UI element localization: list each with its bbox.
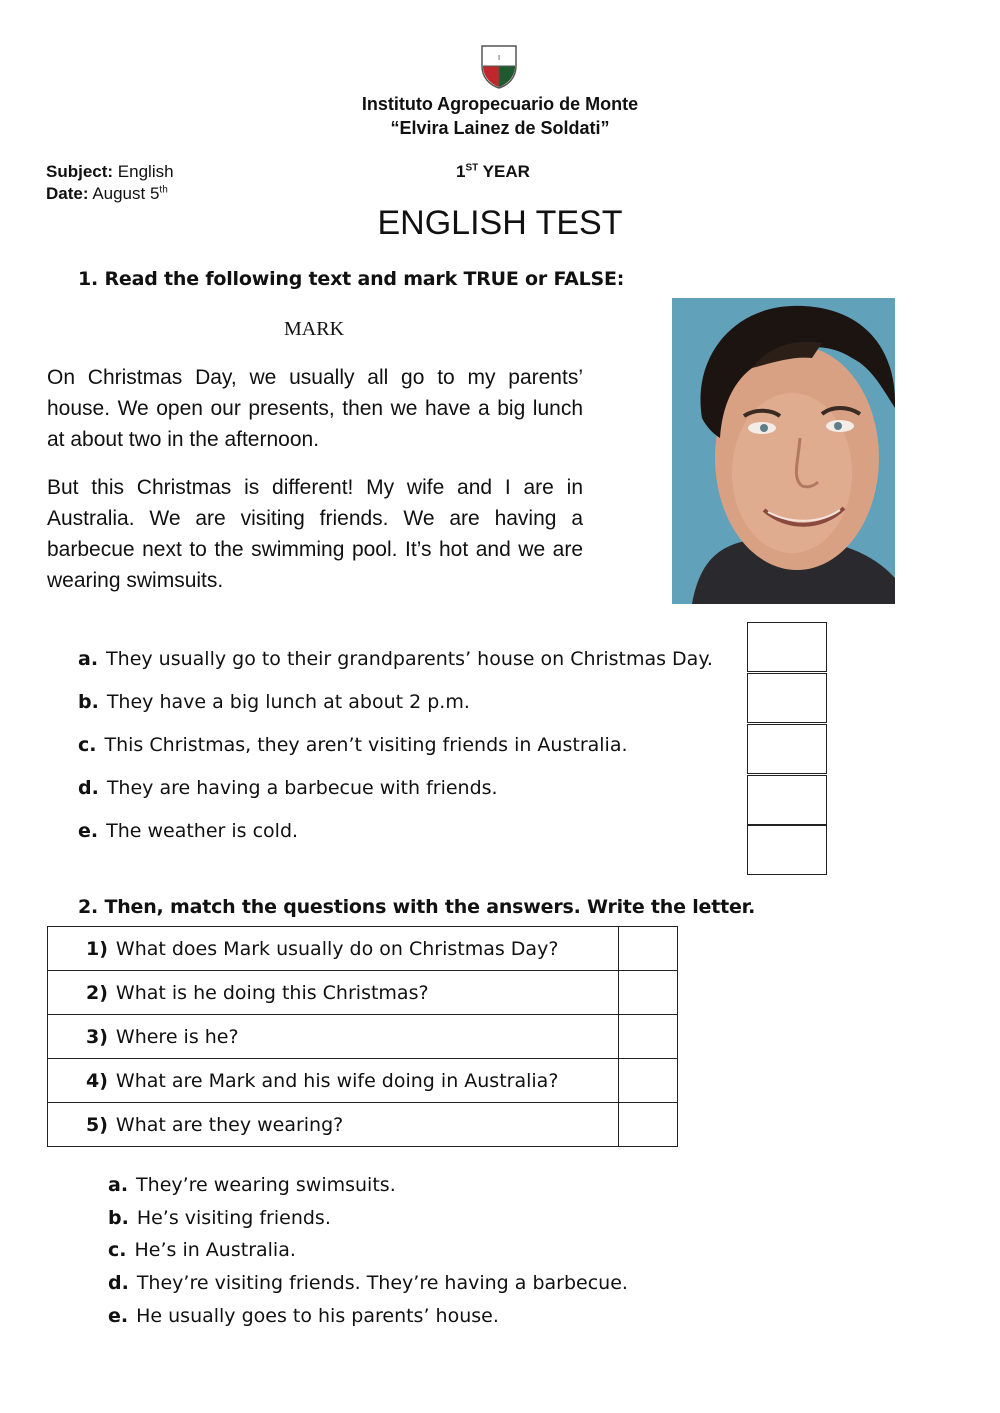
date-suffix: th bbox=[159, 184, 168, 196]
subject-line bbox=[46, 162, 174, 182]
page-title: ENGLISH TEST bbox=[377, 204, 623, 242]
answer-d: d. They’re visiting friends. They’re having a barbecue. bbox=[108, 1272, 628, 1294]
true-false-box-c[interactable] bbox=[747, 724, 827, 774]
school-crest-logo bbox=[480, 44, 518, 90]
year-label: 1ST YEAR bbox=[456, 162, 530, 181]
answer-a: a. They’re wearing swimsuits. bbox=[108, 1174, 396, 1196]
subject-value: English bbox=[117, 162, 174, 181]
reading-title: MARK bbox=[284, 318, 345, 340]
question-cell: 3) Where is he? bbox=[48, 1015, 619, 1059]
statement-b: b. They have a big lunch at about 2 p.m. bbox=[78, 691, 470, 713]
table-row bbox=[48, 927, 678, 971]
question-cell: 1) What does Mark usually do on Christmas Day? bbox=[48, 927, 619, 971]
date-label: Date: bbox=[46, 184, 89, 203]
institution-patron: “Elvira Lainez de Soldati” bbox=[390, 118, 610, 138]
portrait-photo bbox=[672, 298, 895, 604]
matching-table bbox=[47, 926, 678, 1147]
table-row bbox=[48, 1059, 678, 1103]
exercise-1-heading: 1. Read the following text and mark TRUE or FALSE: bbox=[78, 268, 625, 290]
answer-b: b. He’s visiting friends. bbox=[108, 1207, 331, 1229]
answer-letter-cell-4[interactable] bbox=[619, 1059, 678, 1103]
question-cell: 2) What is he doing this Christmas? bbox=[48, 971, 619, 1015]
reading-paragraph-2: But this Christmas is different! My wife and I are in Australia. We are visiting friends. We are having a barbecue next to the swimming pool. It’s hot and we are wearing swimsuits. bbox=[47, 476, 583, 592]
answer-e: e. He usually goes to his parents’ house. bbox=[108, 1305, 499, 1327]
question-cell: 4) What are Mark and his wife doing in Australia? bbox=[48, 1059, 619, 1103]
answer-letter-cell-5[interactable] bbox=[619, 1103, 678, 1147]
true-false-box-e[interactable] bbox=[747, 825, 827, 875]
answer-letter-cell-2[interactable] bbox=[619, 971, 678, 1015]
reading-paragraph-1: On Christmas Day, we usually all go to my parents’ house. We open our presents, then we have a big lunch at about two in the afternoon. bbox=[47, 366, 583, 451]
statement-a: a. They usually go to their grandparents’ house on Christmas Day. bbox=[78, 648, 713, 670]
answer-letter-cell-1[interactable] bbox=[619, 927, 678, 971]
true-false-box-a[interactable] bbox=[747, 622, 827, 672]
true-false-box-d[interactable] bbox=[747, 775, 827, 825]
statement-d: d. They are having a barbecue with friends. bbox=[78, 777, 498, 799]
statement-c: c. This Christmas, they aren’t visiting friends in Australia. bbox=[78, 734, 628, 756]
subject-label: Subject: bbox=[46, 162, 114, 181]
answer-c: c. He’s in Australia. bbox=[108, 1239, 296, 1261]
date-value: August 5 bbox=[92, 184, 160, 203]
answer-letter-cell-3[interactable] bbox=[619, 1015, 678, 1059]
exercise-2-heading: 2. Then, match the questions with the answers. Write the letter. bbox=[78, 896, 756, 918]
statement-e: e. The weather is cold. bbox=[78, 820, 299, 842]
date-line bbox=[46, 184, 168, 204]
institution-name: Instituto Agropecuario de Monte bbox=[361, 94, 639, 114]
question-cell: 5) What are they wearing? bbox=[48, 1103, 619, 1147]
true-false-box-b[interactable] bbox=[747, 673, 827, 723]
table-row bbox=[48, 1015, 678, 1059]
table-row bbox=[48, 971, 678, 1015]
table-row bbox=[48, 1103, 678, 1147]
svg-text:I: I bbox=[497, 54, 501, 62]
